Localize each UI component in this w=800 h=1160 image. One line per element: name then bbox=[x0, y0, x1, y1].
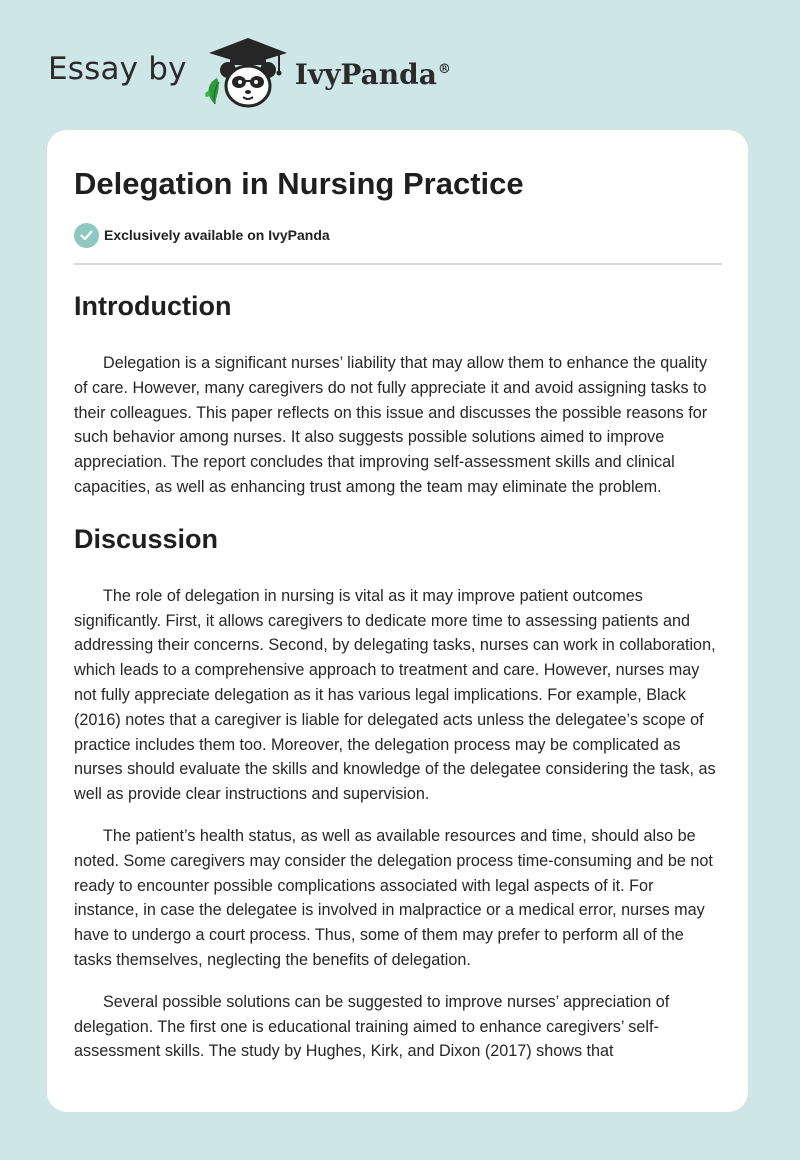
divider bbox=[74, 263, 722, 265]
section-discussion bbox=[74, 522, 722, 1064]
paragraph: The patient’s health status, as well as available resources and time, should also be noted. Some caregivers may consider the delegation process time-consuming and be not ready to encounter possible complications associated with legal aspects of it. For instance, in case the delegatee is involved in malpractice or a medical error, nurses may have to undergo a court process. Thus, some of them may prefer to perform all of the tasks themselves, neglecting the benefits of delegation. bbox=[74, 826, 713, 969]
panda-graduate-icon[interactable] bbox=[203, 34, 293, 110]
check-circle-icon bbox=[74, 223, 99, 248]
paragraph: Several possible solutions can be suggested to improve nurses’ appreciation of delegation. The first one is educational training aimed to enhance caregivers’ self-assessment skills. The study by Hughes, Kirk, and Dixon (2017) shows that bbox=[74, 992, 670, 1061]
section-heading-introduction: Introduction bbox=[74, 291, 232, 321]
paragraph: Delegation is a significant nurses’ liability that may allow them to enhance the quality of care. However, many caregivers do not fully appreciate it and avoid assigning tasks to their colleagues. This paper reflects on this issue and discusses the possible reasons for such behavior among nurses. It also suggests possible solutions aimed to improve appreciation. The report concludes that improving self-assessment skills and clinical capacities, as well as enhancing trust among the team may eliminate the problem. bbox=[74, 354, 708, 496]
brand-prefix: Essay by bbox=[48, 51, 187, 87]
registered-mark: ® bbox=[437, 62, 451, 78]
brand-name[interactable]: IvyPanda® bbox=[294, 57, 451, 91]
paragraph: The role of delegation in nursing is vital as it may improve patient outcomes significantly. First, it allows caregivers to dedicate more time to assessing patients and addressing their concerns. Second, by delegating tasks, nurses can work in collaboration, which leads to a comprehensive approach to treatment and care. However, nurses may not fully appreciate delegation as it has various legal implications. For example, Black (2016) notes that a caregiver is liable for delegated acts unless the delegatee’s scope of practice includes them too. Moreover, the delegation process may be complicated as nurses should evaluate the skills and knowledge of the delegatee considering the task, as well as provide clear instructions and supervision. bbox=[74, 586, 716, 804]
section-introduction bbox=[74, 289, 722, 500]
exclusive-badge-text: Exclusively available on IvyPanda bbox=[104, 227, 330, 243]
article-card bbox=[47, 130, 748, 1112]
exclusive-badge bbox=[74, 222, 722, 248]
section-heading-discussion: Discussion bbox=[74, 523, 219, 554]
page-title: Delegation in Nursing Practice bbox=[74, 166, 524, 201]
brand-header bbox=[48, 34, 451, 110]
